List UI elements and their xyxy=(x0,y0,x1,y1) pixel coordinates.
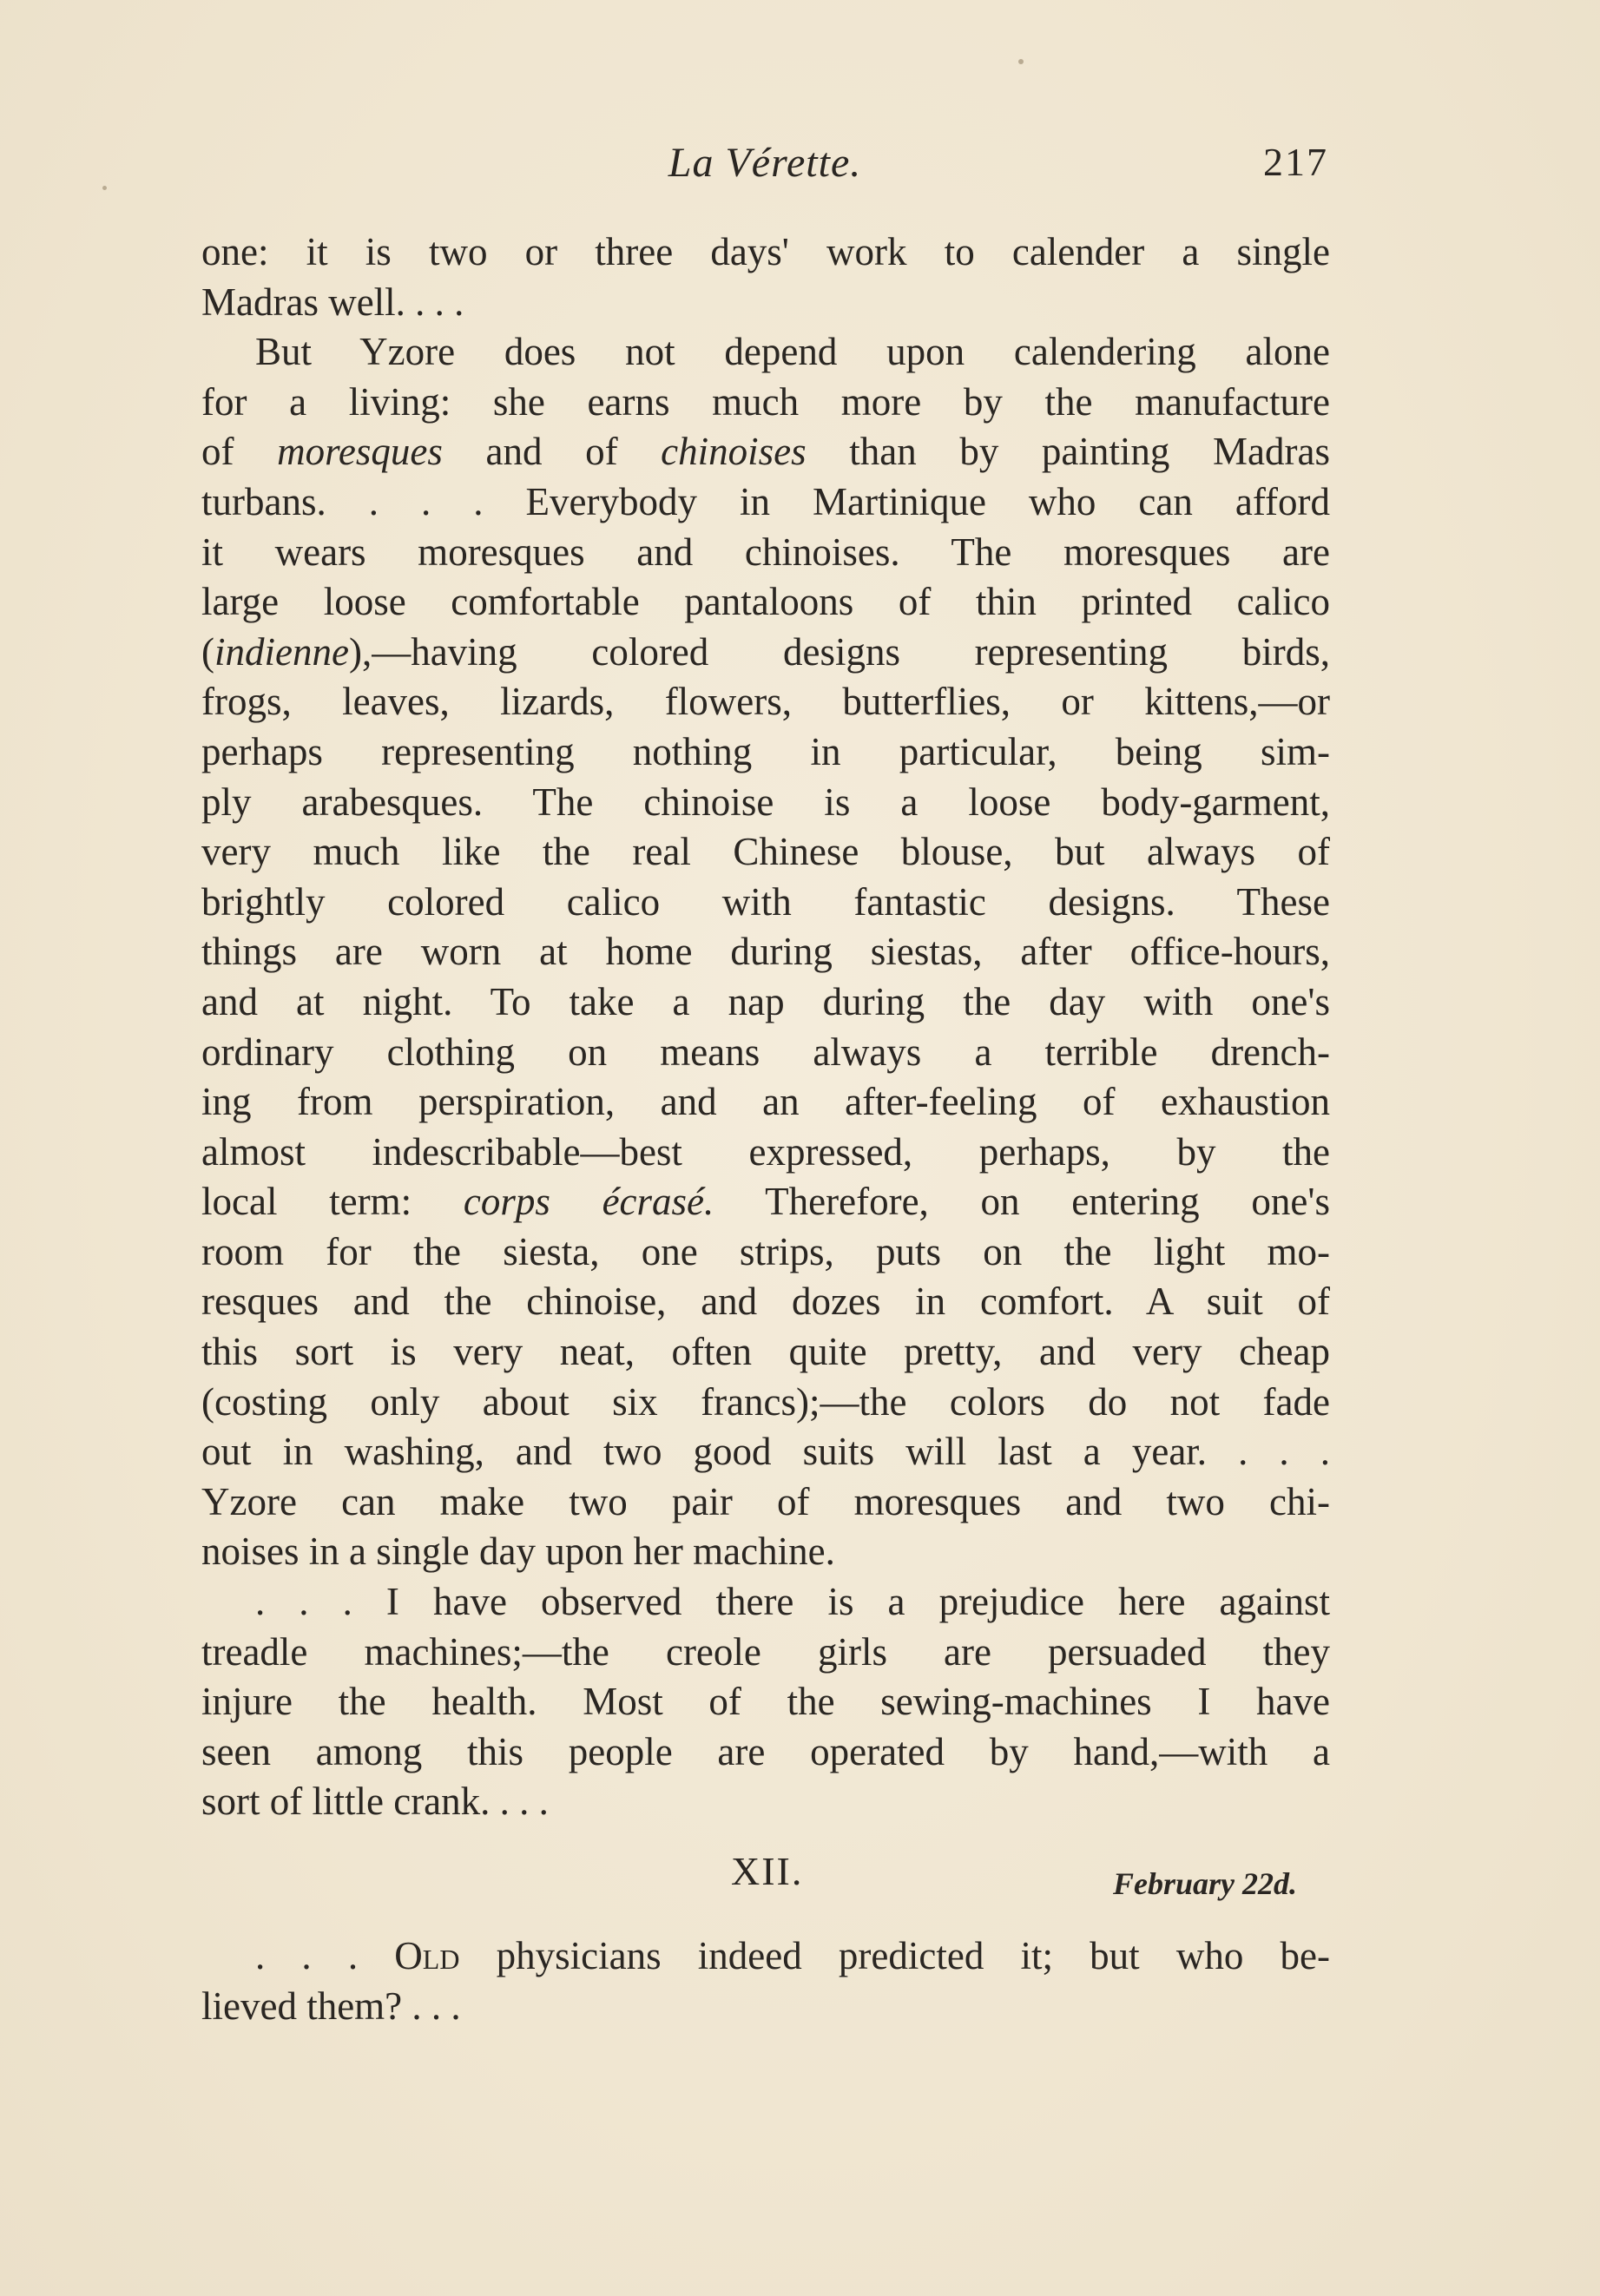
text-line: . . . Old physicians indeed predicted it; but who be- xyxy=(255,1934,1330,1977)
text-line: things are worn at home during siestas, after office-hours, xyxy=(201,930,1330,974)
text-line: very much like the real Chinese blouse, but always of xyxy=(201,830,1330,874)
running-title: La Vérette. xyxy=(668,140,862,186)
text-line: Yzore can make two pair of moresques and two chi- xyxy=(201,1479,1330,1523)
text-line: large loose comfortable pantaloons of thin printed calico xyxy=(201,580,1330,624)
body-text xyxy=(201,227,1330,2031)
text-line: resques and the chinoise, and dozes in comfort. A suit of xyxy=(201,1280,1330,1324)
text-line: room for the siesta, one strips, puts on the light mo- xyxy=(201,1229,1330,1273)
text-line: sort of little crank. . . . xyxy=(201,1780,549,1824)
paper-speck xyxy=(1018,59,1024,64)
text-line: and at night. To take a nap during the day with one's xyxy=(201,979,1330,1023)
italic-term: chinoises xyxy=(661,430,807,474)
text-line: perhaps representing nothing in particular, being sim- xyxy=(201,729,1330,773)
text-line: ing from perspiration, and an after-feeling of exhaustion xyxy=(201,1080,1330,1124)
text-line: (costing only about six francs);—the colors do not fade xyxy=(201,1379,1330,1424)
page-number: 217 xyxy=(1263,140,1328,184)
text-line: turbans. . . . Everybody in Martinique who can afford xyxy=(201,479,1330,523)
text-line: frogs, leaves, lizards, flowers, butterflies, or kittens,—or xyxy=(201,680,1330,724)
text-line: brightly colored calico with fantastic designs. These xyxy=(201,879,1330,924)
text-line: one: it is two or three days' work to calender a single xyxy=(201,230,1330,273)
text-line: But Yzore does not depend upon calendering alone xyxy=(255,330,1330,374)
section-date: February 22d. xyxy=(1112,1866,1297,1901)
italic-term: corps écrasé. xyxy=(463,1180,714,1224)
text-line: lieved them? . . . xyxy=(201,1984,461,2028)
paper-speck xyxy=(102,186,107,190)
text-line: ply arabesques. The chinoise is a loose body-garment, xyxy=(201,780,1330,824)
italic-term: indienne xyxy=(214,629,349,674)
section-number: XII. xyxy=(731,1849,804,1893)
text-line: (indienne),—having colored designs representing birds, xyxy=(201,629,1330,674)
text-line: noises in a single day upon her machine. xyxy=(201,1530,835,1574)
running-head xyxy=(201,139,1328,191)
text-line: treadle machines;—the creole girls are persuaded they xyxy=(201,1629,1330,1674)
section-heading xyxy=(201,1827,1330,1931)
text-line: . . . I have observed there is a prejudice here against xyxy=(255,1580,1330,1624)
text-line: out in washing, and two good suits will last a year. . . . xyxy=(201,1430,1330,1474)
text-line: injure the health. Most of the sewing-machines I have xyxy=(201,1680,1330,1724)
text-line: for a living: she earns much more by the manufacture xyxy=(201,379,1330,424)
text-line: ordinary clothing on means always a terrible drench- xyxy=(201,1030,1330,1074)
text-line: it wears moresques and chinoises. The moresques are xyxy=(201,530,1330,574)
italic-term: moresques xyxy=(277,430,443,474)
small-caps-word: Old xyxy=(394,1934,460,1977)
text-line: seen among this people are operated by hand,—with a xyxy=(201,1729,1330,1773)
text-line: almost indescribable—best expressed, perhaps, by the xyxy=(201,1129,1330,1174)
text-line: Madras well. . . . xyxy=(201,280,464,324)
text-line: this sort is very neat, often quite pretty, and very cheap xyxy=(201,1330,1330,1374)
text-line: of moresques and of chinoises than by painting Madras xyxy=(201,430,1330,474)
text-line: local term: corps écrasé. Therefore, on entering one's xyxy=(201,1180,1330,1224)
